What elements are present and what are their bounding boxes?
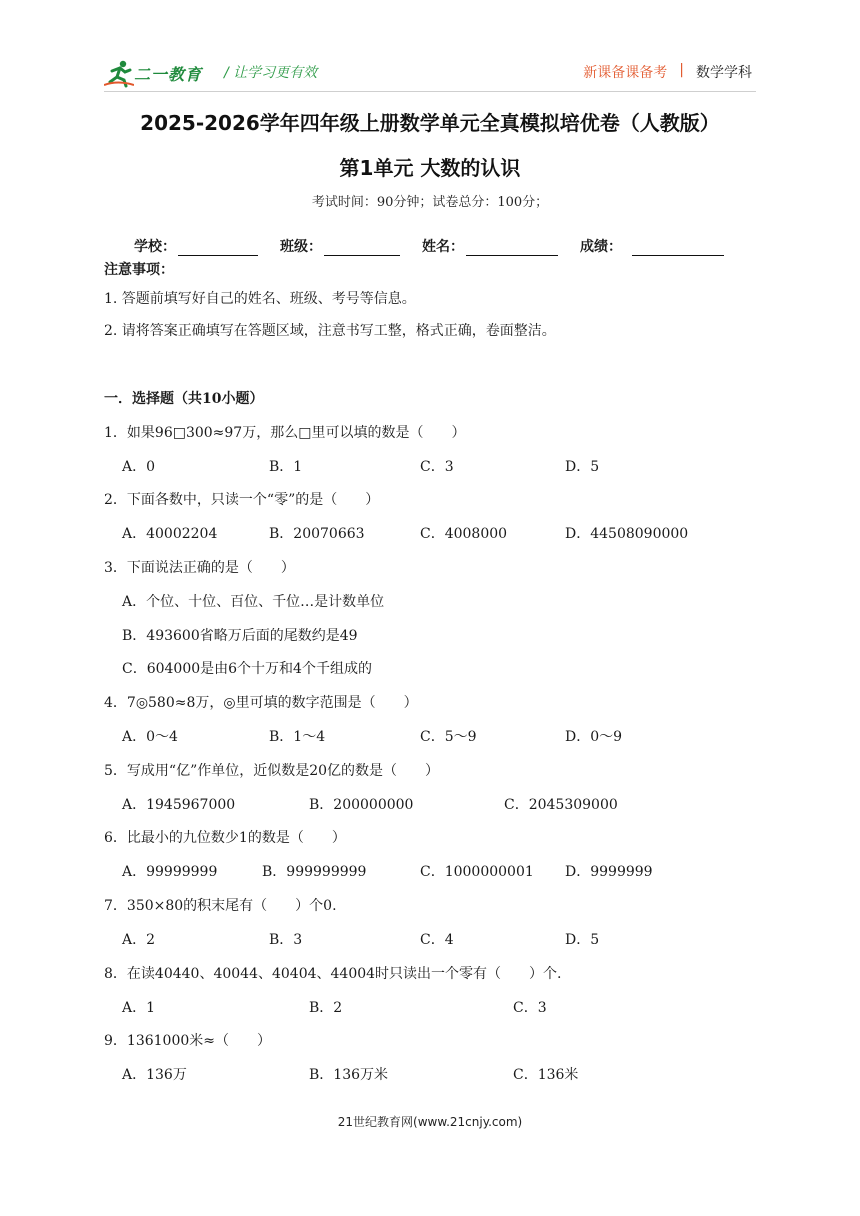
- question-6-stem: 6．比最小的九位数少1的数是（ ）: [104, 830, 346, 846]
- header-subject: 数学学科: [696, 65, 752, 81]
- q2-option-c: C．4008000: [420, 526, 508, 542]
- q2-option-b: B．20070663: [269, 526, 365, 542]
- q4-option-c: C．5～9: [420, 729, 477, 745]
- name-field[interactable]: [422, 236, 558, 256]
- school-field[interactable]: [134, 236, 258, 256]
- header-right: [583, 62, 752, 82]
- page-title: 2025-2026学年四年级上册数学单元全真模拟培优卷（人教版）: [140, 111, 720, 135]
- q7-option-b: B．3: [269, 932, 303, 948]
- q4-option-a: A．0～4: [122, 729, 178, 745]
- page-subtitle: 第1单元 大数的认识: [339, 156, 521, 180]
- q7-option-a: A．2: [122, 932, 156, 948]
- q5-option-b: B．200000000: [309, 797, 414, 813]
- question-5-stem: 5．写成用“亿”作单位，近似数是20亿的数是（ ）: [104, 763, 440, 779]
- q3-option-c: C．604000是由6个十万和4个千组成的: [122, 661, 372, 677]
- q2-option-d: D．44508090000: [565, 526, 689, 542]
- question-9-stem: 9．1361000米≈（ ）: [104, 1033, 271, 1049]
- header-right-label: 新课备课备考: [583, 65, 668, 81]
- school-blank[interactable]: [178, 239, 258, 256]
- name-blank[interactable]: [466, 239, 558, 256]
- question-7-stem: 7．350×80的积末尾有（ ）个0.: [104, 898, 337, 914]
- question-8-stem: 8．在读40440、40044、40404、44004时只读出一个零有（ ）个.: [104, 966, 562, 982]
- q8-option-c: C．3: [513, 1000, 547, 1016]
- page-footer: 21世纪教育网(www.21cnjy.com): [337, 1115, 523, 1129]
- notice-item: 2. 请将答案正确填写在答题区域，注意书写工整，格式正确，卷面整洁。: [104, 323, 556, 339]
- q9-option-b: B．136万米: [309, 1067, 389, 1083]
- question-4-stem: 4．7◎580≈8万，◎里可填的数字范围是（ ）: [104, 695, 418, 711]
- slogan: / 让学习更有效: [224, 65, 318, 81]
- q8-option-a: A．1: [122, 1000, 156, 1016]
- q3-option-b: B．493600省略万后面的尾数约是49: [122, 628, 358, 644]
- student-info-row: [134, 236, 724, 256]
- q1-option-d: D．5: [565, 459, 600, 475]
- q3-option-a: A．个位、十位、百位、千位…是计数单位: [122, 594, 385, 610]
- class-field[interactable]: [280, 236, 400, 256]
- q4-option-d: D．0～9: [565, 729, 623, 745]
- q5-option-a: A．1945967000: [122, 797, 236, 813]
- q9-option-a: A．136万: [122, 1067, 187, 1083]
- q8-option-b: B．2: [309, 1000, 343, 1016]
- notice-item: 1. 答题前填写好自己的姓名、班级、考号等信息。: [104, 291, 416, 307]
- name-label: 姓名：: [422, 239, 464, 255]
- runner-icon: [104, 58, 134, 88]
- q6-option-a: A．99999999: [122, 864, 218, 880]
- header-separator: |: [679, 62, 684, 78]
- brand-logo: [104, 58, 214, 90]
- q7-option-c: C．4: [420, 932, 454, 948]
- q7-option-d: D．5: [565, 932, 600, 948]
- class-label: 班级：: [280, 239, 322, 255]
- q6-option-d: D．9999999: [565, 864, 653, 880]
- section-heading: 一．选择题（共10小题）: [104, 391, 264, 407]
- class-blank[interactable]: [324, 239, 400, 256]
- q1-option-b: B．1: [269, 459, 303, 475]
- notice-heading: 注意事项：: [104, 262, 174, 278]
- brand-name: 二一教育: [134, 65, 203, 84]
- q9-option-c: C．136米: [513, 1067, 579, 1083]
- exam-info: 考试时间：90分钟；试卷总分：100分；: [311, 195, 549, 210]
- question-2-stem: 2．下面各数中，只读一个“零”的是（ ）: [104, 492, 380, 508]
- score-blank[interactable]: [632, 239, 724, 256]
- q5-option-c: C．2045309000: [504, 797, 618, 813]
- score-field[interactable]: [580, 236, 724, 256]
- q1-option-a: A．0: [122, 459, 156, 475]
- question-3-stem: 3．下面说法正确的是（ ）: [104, 560, 295, 576]
- header-divider: [104, 91, 756, 92]
- q6-option-c: C．1000000001: [420, 864, 534, 880]
- q1-option-c: C．3: [420, 459, 454, 475]
- question-1-stem: 1．如果96□300≈97万，那么□里可以填的数是（ ）: [104, 425, 466, 441]
- score-label: 成绩：: [580, 239, 622, 255]
- q4-option-b: B．1～4: [269, 729, 326, 745]
- school-label: 学校：: [134, 239, 176, 255]
- q6-option-b: B．999999999: [262, 864, 367, 880]
- q2-option-a: A．40002204: [122, 526, 218, 542]
